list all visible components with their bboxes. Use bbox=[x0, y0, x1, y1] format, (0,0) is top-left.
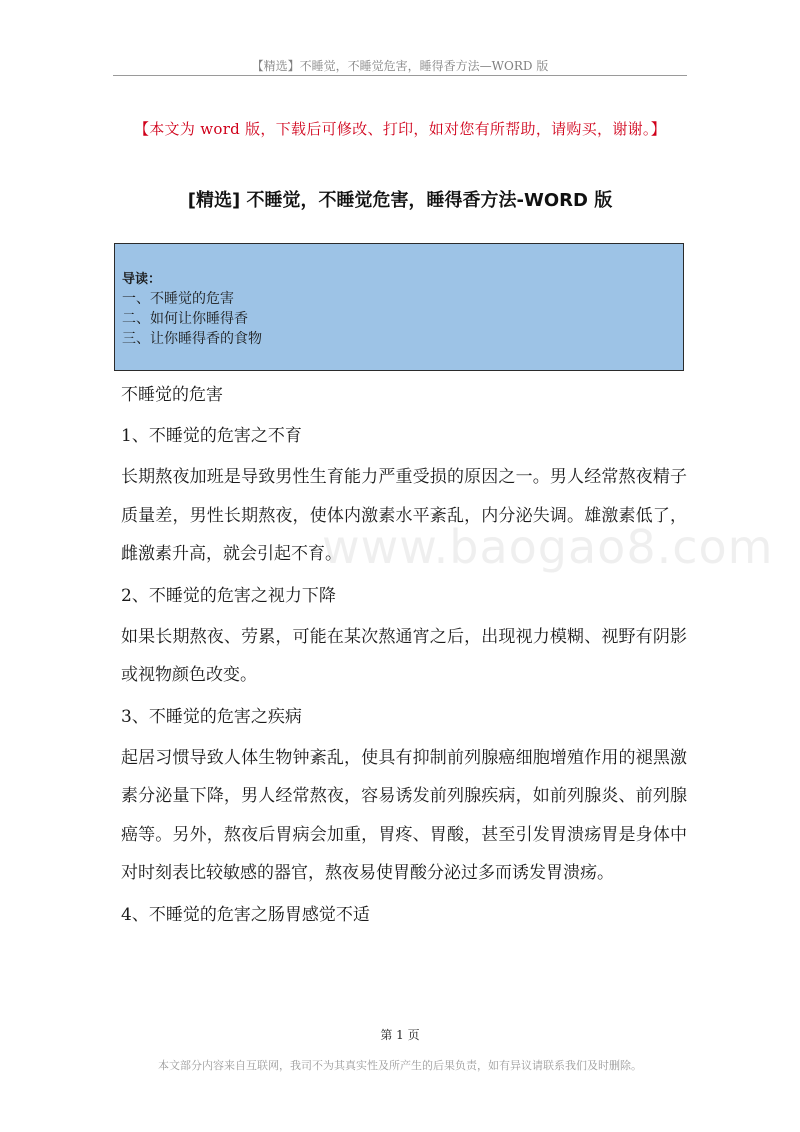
guide-item: 三、让你睡得香的食物 bbox=[122, 331, 262, 347]
subheading: 4、不睡觉的危害之肠胃感觉不适 bbox=[121, 904, 370, 925]
promo-notice: 【本文为 word 版，下载后可修改、打印，如对您有所帮助，请购买，谢谢。】 bbox=[133, 120, 667, 138]
paragraph: 长期熬夜加班是导致男性生育能力严重受损的原因之一。男人经常熬夜精子质量差，男性长期熬夜，使体内激素水平紊乱，内分泌失调。雄激素低了，雌激素升高，就会引起不育。 bbox=[121, 467, 687, 564]
paragraph: 如果长期熬夜、劳累，可能在某次熬通宵之后，出现视力模糊、视野有阴影或视物颜色改变。 bbox=[121, 626, 687, 685]
document-body bbox=[121, 376, 774, 937]
subheading: 3、不睡觉的危害之疾病 bbox=[121, 706, 302, 727]
watermark: www.baogao8.com bbox=[322, 520, 774, 574]
paragraph: 起居习惯导致人体生物钟紊乱，使具有抑制前列腺癌细胞增殖作用的褪黑激素分泌量下降，男人经常熬夜，容易诱发前列腺疾病，如前列腺炎、前列腺癌等。另外，熬夜后胃病会加重，胃疼、胃酸，甚至引发胃溃疡胃是身体中对时刻表比较敏感的器官，熬夜易使胃酸分泌过多而诱发胃溃疡。 bbox=[121, 747, 687, 883]
header-rule bbox=[113, 75, 687, 76]
guide-box bbox=[114, 243, 684, 371]
document-title: [精选] 不睡觉，不睡觉危害，睡得香方法-WORD 版 bbox=[187, 190, 613, 211]
guide-item: 二、如何让你睡得香 bbox=[122, 311, 248, 327]
running-header: 【精选】不睡觉，不睡觉危害，睡得香方法—WORD 版 bbox=[251, 59, 549, 73]
guide-label: 导读： bbox=[122, 272, 162, 287]
subheading: 1、不睡觉的危害之不育 bbox=[121, 426, 302, 446]
guide-item: 一、不睡觉的危害 bbox=[122, 291, 234, 307]
footer-disclaimer: 本文部分内容来自互联网，我司不为其真实性及所产生的后果负责，如有异议请联系我们及时删除。 bbox=[158, 1059, 642, 1072]
section-title: 不睡觉的危害 bbox=[121, 385, 223, 405]
page-number: 第 1 页 bbox=[380, 1028, 420, 1042]
subheading: 2、不睡觉的危害之视力下降 bbox=[121, 585, 336, 606]
